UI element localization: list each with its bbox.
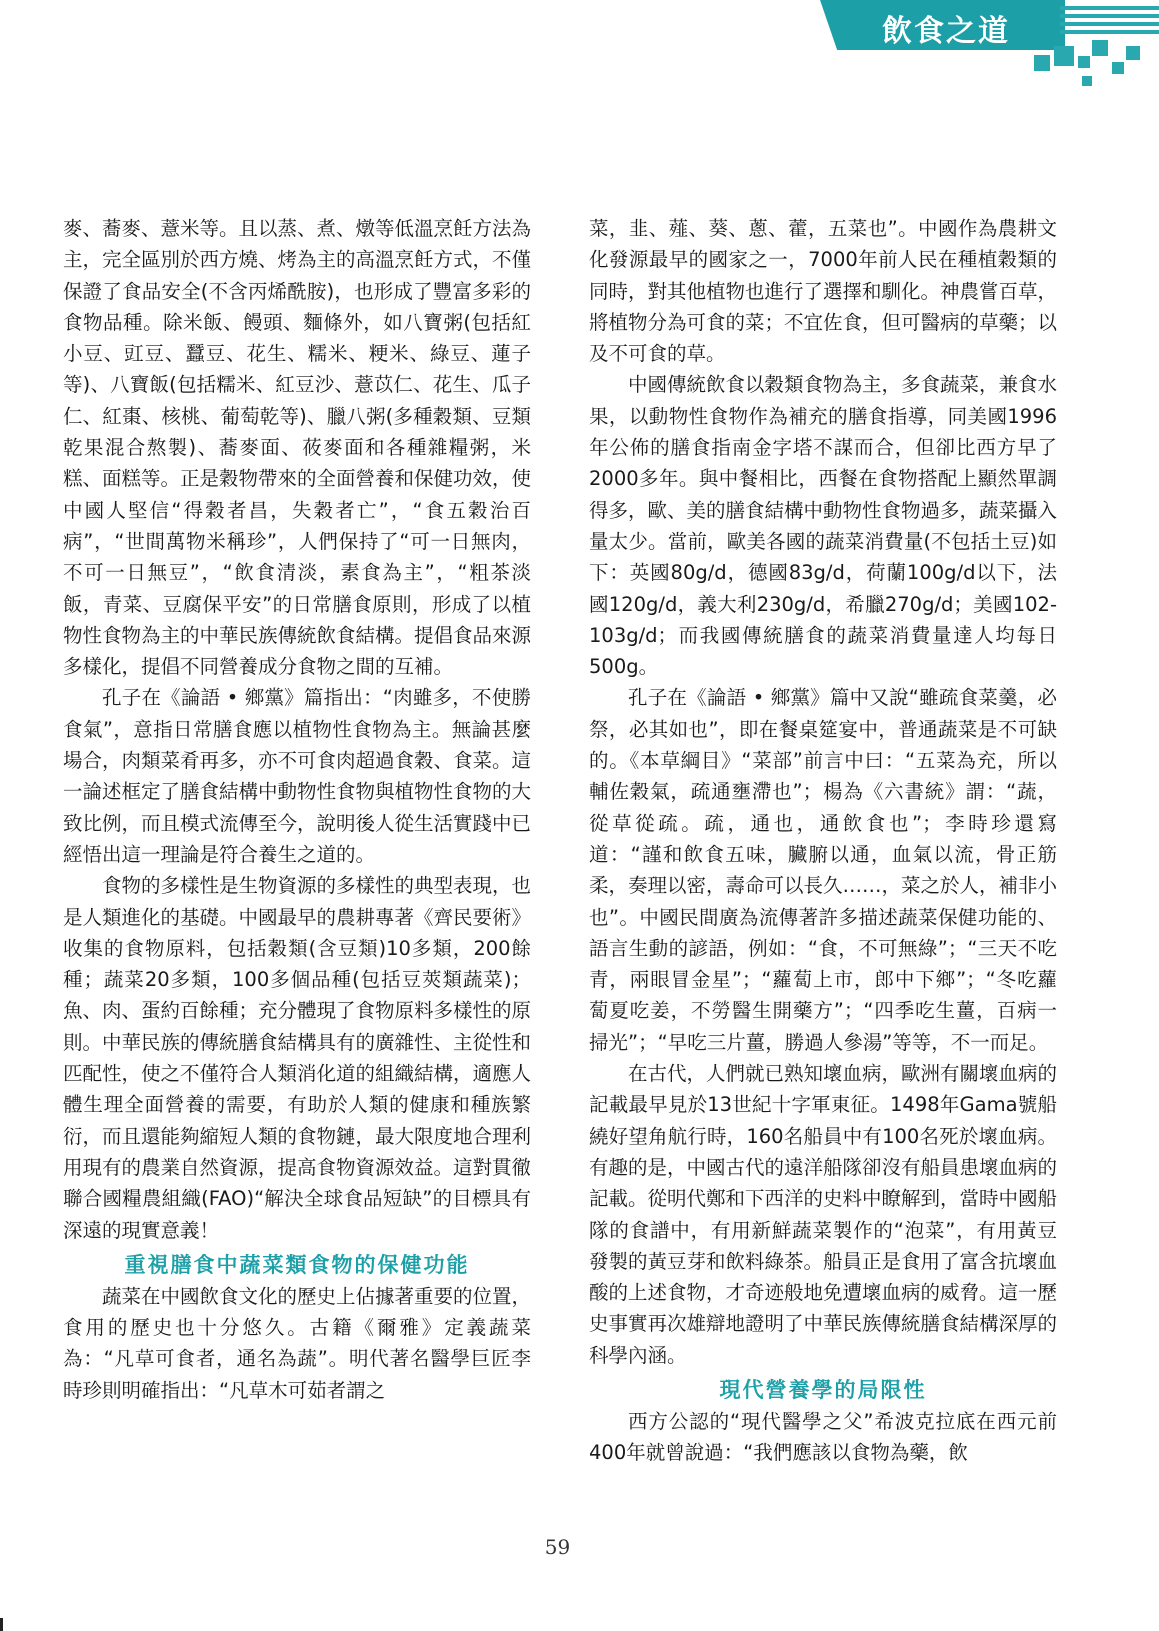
section-heading: 現代營養學的局限性 bbox=[719, 1376, 927, 1402]
decor-square bbox=[1078, 56, 1090, 68]
decor-square bbox=[1126, 46, 1140, 60]
decor-stripe bbox=[1060, 14, 1159, 18]
paragraph: 孔子在《論語 • 鄉黨》篇指出：“肉雖多，不使勝食氣”，意指日常膳食應以植物性食物為主。無論甚麼場合，肉類菜肴再多，亦不可食肉超過食穀、食菜。這一論述框定了膳食結構中動物性食物與植物性食物的大致比例，而且模式流傳至今，說明後人從生活實踐中已經悟出這一理論是符合養生之道的。 bbox=[63, 686, 532, 866]
paragraph: 孔子在《論語 • 鄉黨》篇中又說“雖疏食菜羹，必祭，必其如也”，即在餐桌筵宴中，普通蔬菜是不可缺的。《本草綱目》“菜部”前言中曰：“五菜為充，所以輔佐穀氣，疏通壅滯也”；楊為《六書統》謂：“蔬，從草從疏。疏，通也，通飲食也”；李時珍還寫道：“謹和飲食五味，臟腑以通，血氣以流，骨正筋柔，奏理以密，壽命可以長久……，菜之於人，補非小也”。中國民間廣為流傳著許多描述蔬菜保健功能的、語言生動的諺語，例如：“食，不可無綠”；“三天不吃青，兩眼冒金星”；“蘿蔔上市，郎中下鄉”；“冬吃蘿蔔夏吃姜，不勞醫生開藥方”；“四季吃生薑，百病一掃光”；“早吃三片薑，勝過人參湯”等等，不一而足。 bbox=[589, 686, 1058, 1054]
paragraph: 在古代，人們就已熟知壞血病，歐洲有關壞血病的記載最早見於13世紀十字軍東征。1498年Gama號船繞好望角航行時，160名船員中有100名死於壞血病。有趣的是，中國古代的遠洋船隊卻沒有船員患壞血病的記載。從明代鄭和下西洋的史料中瞭解到，當時中國船隊的食譜中，有用新鮮蔬菜製作的“泡菜”，有用黃豆發製的黃豆芽和飲料綠茶。船員正是食用了富含抗壞血酸的上述食物，才奇迹般地免遭壞血病的威脅。這一歷史事實再次雄辯地證明了中華民族傳統膳食結構深厚的科學內涵。 bbox=[589, 1062, 1058, 1367]
decor-square bbox=[1082, 76, 1092, 86]
paragraph: 蔬菜在中國飲食文化的歷史上佔據著重要的位置，食用的歷史也十分悠久。古籍《爾雅》定義蔬菜為：“凡草可食者，通名為蔬”。明代著名醫學巨匠李時珍則明確指出：“凡草木可茹者謂之 bbox=[63, 1284, 532, 1402]
section-title: 飲食之道 bbox=[882, 14, 1010, 49]
decor-square bbox=[1054, 46, 1074, 66]
left-column bbox=[63, 213, 531, 1406]
paragraph: 西方公認的“現代醫學之父”希波克拉底在西元前400年就曾說過：“我們應該以食物為藥，飲 bbox=[589, 1409, 1057, 1465]
section-banner bbox=[820, 0, 1159, 56]
page-number: 59 bbox=[544, 1535, 571, 1559]
paragraph: 中國傳統飲食以穀類食物為主，多食蔬菜，兼食水果，以動物性食物作為補充的膳食指導，同美國1996年公佈的膳食指南金字塔不謀而合，但卻比西方早了2000多年。與中餐相比，西餐在食物搭配上顯然單調得多，歐、美的膳食結構中動物性食物過多，蔬菜攝入量太少。當前，歐美各國的蔬菜消費量(不包括土豆)如下：英國80g/d，德國83g/d，荷蘭100g/d以下，法國120g/d，義大利230g/d，希臘270g/d；美國102-103g/d；而我國傳統膳食的蔬菜消費量達人均每日500g。 bbox=[589, 373, 1058, 679]
decor-square bbox=[1092, 40, 1108, 56]
decor-stripe bbox=[1060, 30, 1159, 34]
paragraph: 菜，韭、薤、葵、蔥、藿，五菜也”。中國作為農耕文化發源最早的國家之一，7000年前人民在種植穀類的同時，對其他植物也進行了選擇和馴化。神農嘗百草，將植物分為可食的菜；不宜佐食，但可醫病的草藥；以及不可食的草。 bbox=[589, 217, 1058, 366]
section-heading: 重視膳食中蔬菜類食物的保健功能 bbox=[124, 1251, 470, 1277]
decor-square bbox=[1034, 55, 1050, 71]
paragraph: 食物的多樣性是生物資源的多樣性的典型表現，也是人類進化的基礎。中國最早的農耕專著《齊民要術》收集的食物原料，包括穀類(含豆類)10多類，200餘種；蔬菜20多類，100多個品種(包括豆莢類蔬菜)；魚、肉、蛋約百餘種；充分體現了食物原料多樣性的原則。中華民族的傳統膳食結構具有的廣雜性、主從性和匹配性，使之不僅符合人類消化道的組織結構，適應人體生理全面營養的需要，有助於人類的健康和種族繁衍，而且還能夠縮短人類的食物鏈，最大限度地合理利用現有的農業自然資源，提高食物資源效益。這對貫徹聯合國糧農組織(FAO)“解決全球食品短缺”的目標具有深遠的現實意義！ bbox=[63, 874, 532, 1242]
decor-stripe bbox=[1060, 22, 1159, 26]
right-column bbox=[589, 213, 1057, 1469]
crop-mark bbox=[0, 1618, 3, 1631]
paragraph: 麥、蕎麥、薏米等。且以蒸、煮、燉等低溫烹飪方法為主，完全區別於西方燒、烤為主的高溫烹飪方式，不僅保證了食品安全(不含丙烯酰胺)，也形成了豐富多彩的食物品種。除米飯、饅頭、麵條外，如八寶粥(包括紅小豆、豇豆、蠶豆、花生、糯米、粳米、綠豆、蓮子等)、八寶飯(包括糯米、紅豆沙、薏苡仁、花生、瓜子仁、紅棗、核桃、葡萄乾等)、臘八粥(多種穀類、豆類乾果混合熬製)、蕎麥面、莜麥面和各種雜糧粥，米糕、面糕等。正是穀物帶來的全面營養和保健功效，使中國人堅信“得穀者昌，失穀者亡”，“食五穀治百病”，“世間萬物米稱珍”，人們保持了“可一日無肉，不可一日無豆”，“飲食清淡，素食為主”，“粗茶淡飯，青菜、豆腐保平安”的日常膳食原則，形成了以植物性食物為主的中華民族傳統飲食結構。提倡食品來源多樣化，提倡不同營養成分食物之間的互補。 bbox=[63, 217, 532, 679]
decor-stripe bbox=[1060, 6, 1159, 10]
decor-square bbox=[1112, 62, 1124, 74]
